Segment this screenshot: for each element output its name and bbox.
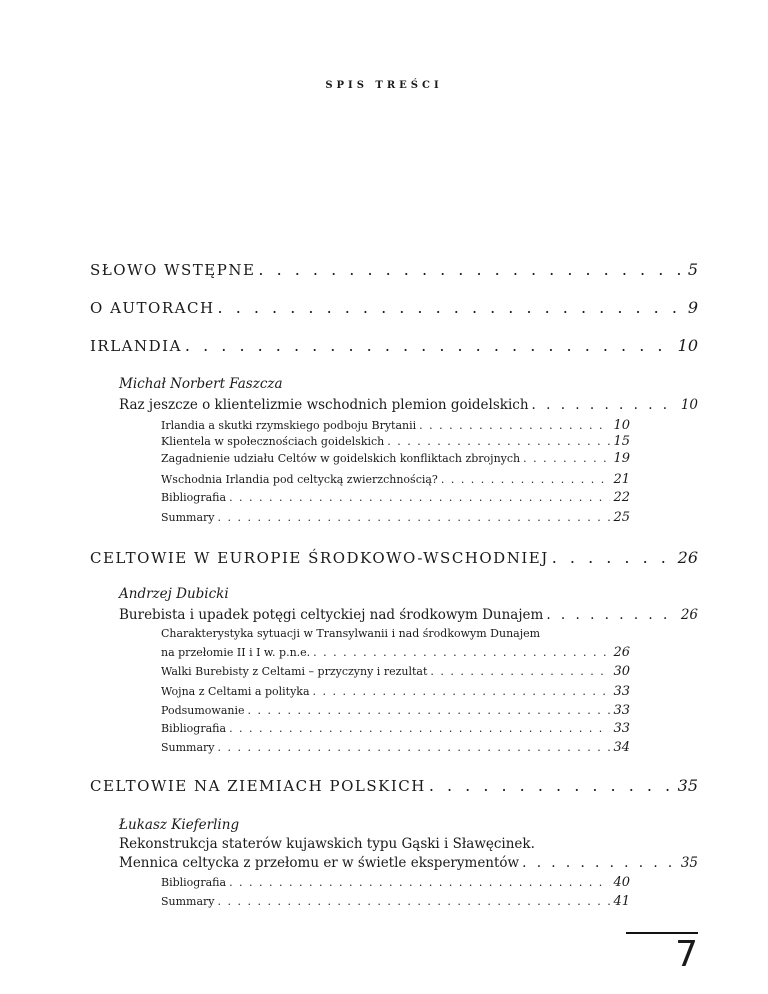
leader-dots: [522, 855, 678, 871]
toc-subentry[interactable]: [161, 894, 630, 909]
section-page: 5: [687, 260, 698, 279]
leader-dots: [229, 491, 610, 504]
subentry-title: Bibliografia: [161, 722, 227, 735]
section-page: 9: [687, 298, 698, 317]
leader-dots: [313, 685, 611, 698]
toc-article[interactable]: [119, 607, 698, 623]
leader-dots: [419, 419, 610, 432]
toc-subentry[interactable]: [161, 490, 630, 505]
toc-section-slowo-wstepne[interactable]: [90, 260, 698, 279]
leader-dots: [546, 607, 677, 623]
article-author: Łukasz Kieferling: [119, 817, 240, 833]
subentry-title: Wschodnia Irlandia pod celtycką zwierzchnością?: [161, 473, 438, 486]
section-page: 35: [677, 776, 698, 795]
leader-dots: [313, 646, 610, 659]
leader-dots: [218, 741, 611, 754]
toc-subentry[interactable]: [161, 703, 630, 718]
section-page: 26: [677, 548, 698, 567]
toc-subentry[interactable]: [161, 472, 630, 487]
leader-dots: [229, 876, 610, 889]
toc-subentry[interactable]: [161, 664, 630, 679]
subentry-page: 21: [613, 472, 630, 487]
section-title: CELTOWIE NA ZIEMIACH POLSKICH: [90, 777, 426, 795]
article-page: 35: [680, 855, 698, 871]
leader-dots: [532, 397, 678, 413]
leader-dots: [248, 704, 611, 717]
leader-dots: [185, 336, 675, 355]
subentry-page: 22: [613, 490, 630, 505]
toc-section-irlandia[interactable]: [90, 336, 698, 355]
toc-subentry[interactable]: [161, 645, 630, 660]
toc-section-celtowie-europa[interactable]: [90, 548, 698, 567]
article-page: 26: [680, 607, 698, 623]
subentry-page: 30: [613, 664, 630, 679]
toc-section-o-autorach[interactable]: [90, 298, 698, 317]
subentry-title: Summary: [161, 895, 215, 908]
page-number: 7: [675, 934, 698, 975]
subentry-title: Walki Burebisty z Celtami – przyczyny i rezultat: [161, 665, 428, 678]
subentry-title: Summary: [161, 511, 215, 524]
subentry-title: Klientela w społecznościach goidelskich: [161, 435, 385, 448]
article-author: Michał Norbert Faszcza: [119, 376, 283, 392]
toc-subentry[interactable]: [161, 510, 630, 525]
section-title: SŁOWO WSTĘPNE: [90, 261, 256, 279]
article-author: Andrzej Dubicki: [119, 586, 229, 602]
subentry-title: Zagadnienie udziału Celtów w goidelskich konfliktach zbrojnych: [161, 452, 521, 465]
subentry-title: Podsumowanie: [161, 704, 245, 717]
page-title: SPIS TREŚCI: [325, 80, 443, 91]
leader-dots: [229, 722, 610, 735]
subentry-title: na przełomie II i I w. p.n.e.: [161, 646, 311, 659]
toc-article[interactable]: [119, 855, 698, 871]
leader-dots: [523, 452, 610, 465]
article-title: Burebista i upadek potęgi celtyckiej nad środkowym Dunajem: [119, 607, 544, 623]
toc-subentry[interactable]: [161, 434, 630, 449]
toc-article[interactable]: [119, 397, 698, 413]
section-title: CELTOWIE W EUROPIE ŚRODKOWO-WSCHODNIEJ: [90, 549, 549, 567]
subentry-page: 33: [613, 684, 630, 699]
leader-dots: [429, 776, 675, 795]
subentry-page: 25: [613, 510, 630, 525]
subentry-page: 34: [613, 740, 630, 755]
subentry-page: 40: [613, 875, 630, 890]
toc-subentry[interactable]: [161, 451, 630, 466]
toc-subentry[interactable]: [161, 684, 630, 699]
leader-dots: [258, 260, 684, 279]
subentry-page: 33: [613, 703, 630, 718]
subentry-title: Bibliografia: [161, 491, 227, 504]
subentry-page: 15: [613, 434, 630, 449]
article-title: Raz jeszcze o klientelizmie wschodnich plemion goidelskich: [119, 397, 529, 413]
leader-dots: [218, 298, 685, 317]
article-title: Mennica celtycka z przełomu er w świetle eksperymentów: [119, 855, 520, 871]
leader-dots: [552, 548, 675, 567]
toc-subentry[interactable]: [161, 875, 630, 890]
subentry-page: 41: [613, 894, 630, 909]
toc-section-celtowie-polska[interactable]: [90, 776, 698, 795]
subentry-page: 10: [613, 418, 630, 433]
subentry-page: 26: [613, 645, 630, 660]
section-title: O AUTORACH: [90, 299, 215, 317]
toc-subentry[interactable]: [161, 418, 630, 433]
leader-dots: [218, 895, 611, 908]
subentry-title-line: Charakterystyka sytuacji w Transylwanii i nad środkowym Dunajem: [161, 627, 541, 640]
leader-dots: [430, 665, 610, 678]
subentry-title: Summary: [161, 741, 215, 754]
toc-subentry[interactable]: [161, 721, 630, 736]
subentry-page: 19: [613, 451, 630, 466]
section-title: IRLANDIA: [90, 337, 182, 355]
leader-dots: [218, 511, 611, 524]
leader-dots: [441, 473, 611, 486]
subentry-title: Irlandia a skutki rzymskiego podboju Brytanii: [161, 419, 417, 432]
article-title-line: Rekonstrukcja staterów kujawskich typu Gąski i Sławęcinek.: [119, 836, 535, 852]
subentry-title: Bibliografia: [161, 876, 227, 889]
subentry-page: 33: [613, 721, 630, 736]
subentry-title: Wojna z Celtami a polityka: [161, 685, 310, 698]
toc-subentry[interactable]: [161, 740, 630, 755]
article-page: 10: [680, 397, 698, 413]
leader-dots: [387, 435, 610, 448]
section-page: 10: [677, 336, 698, 355]
